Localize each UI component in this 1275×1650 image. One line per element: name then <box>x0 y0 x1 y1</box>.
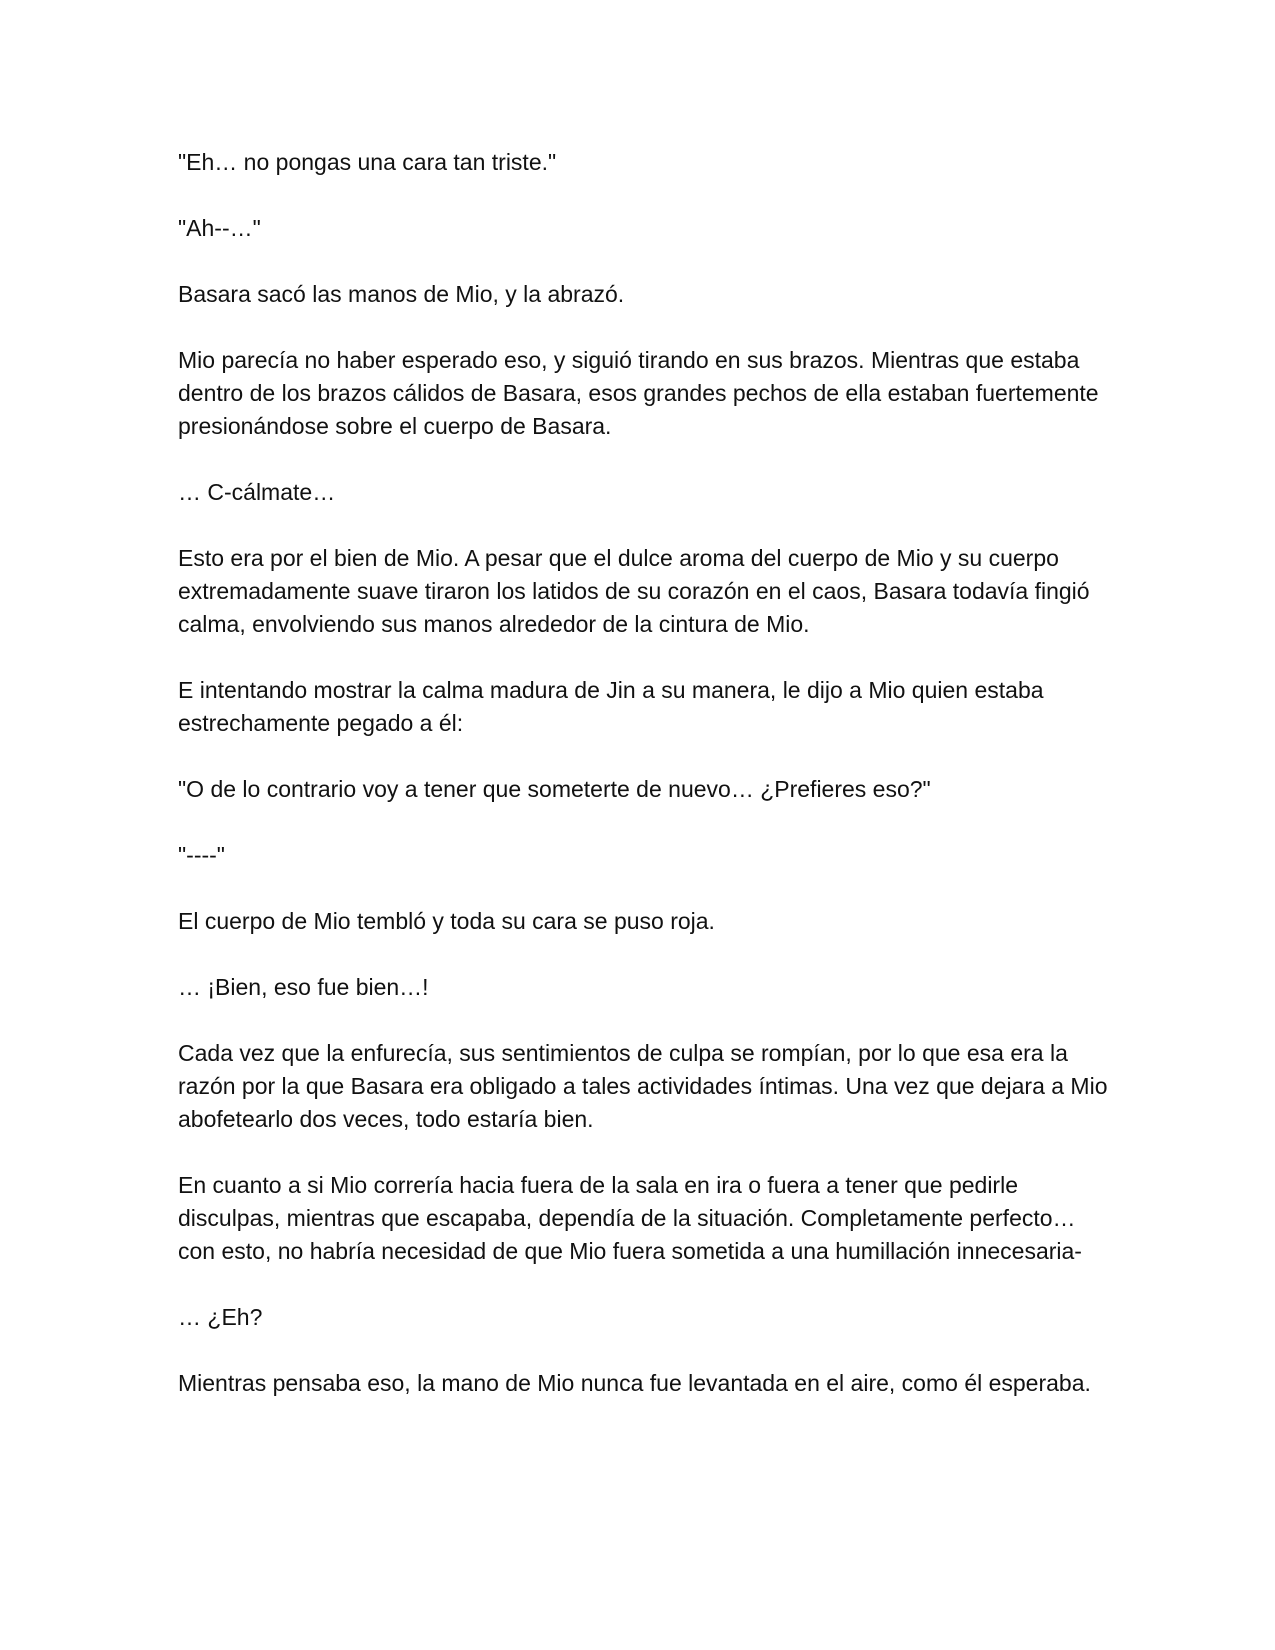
paragraph-10: El cuerpo de Mio tembló y toda su cara se puso roja. <box>178 908 715 934</box>
paragraph-11: … ¡Bien, eso fue bien…! <box>178 974 429 1000</box>
paragraph-14: … ¿Eh? <box>178 1304 263 1330</box>
paragraph-8: "O de lo contrario voy a tener que someterte de nuevo… ¿Prefieres eso?" <box>178 776 931 802</box>
paragraph-12: Cada vez que la enfurecía, sus sentimientos de culpa se rompían, por lo que esa era la razón por la que Basara era obligado a tales actividades íntimas. Una vez que dejara a Mio abofetearlo dos veces, todo estaría bien. <box>178 1040 1114 1132</box>
paragraph-15: Mientras pensaba eso, la mano de Mio nunca fue levantada en el aire, como él esperaba. <box>178 1370 1091 1396</box>
paragraph-3: Basara sacó las manos de Mio, y la abrazó. <box>178 281 625 307</box>
paragraph-6: Esto era por el bien de Mio. A pesar que el dulce aroma del cuerpo de Mio y su cuerpo extremadamente suave tiraron los latidos de su corazón en el caos, Basara todavía fingió calma, envolviendo sus manos alrededor de la cintura de Mio. <box>178 545 1096 637</box>
paragraph-5: … C-cálmate… <box>178 479 336 505</box>
paragraph-1: "Eh… no pongas una cara tan triste." <box>178 149 557 175</box>
paragraph-13: En cuanto a si Mio correría hacia fuera de la sala en ira o fuera a tener que pedirle disculpas, mientras que escapaba, dependía de la situación. Completamente perfecto… con esto, no habría necesidad de que Mio fuera sometida a una humillación innecesaria- <box>178 1172 1082 1264</box>
paragraph-7: E intentando mostrar la calma madura de Jin a su manera, le dijo a Mio quien estaba estrechamente pegado a él: <box>178 677 1050 736</box>
paragraph-2: "Ah--…" <box>178 215 261 241</box>
document-body <box>178 146 1114 1433</box>
paragraph-4: Mio parecía no haber esperado eso, y siguió tirando en sus brazos. Mientras que estaba dentro de los brazos cálidos de Basara, esos grandes pechos de ella estaban fuertemente presionándose sobre el cuerpo de Basara. <box>178 347 1105 439</box>
paragraph-9: "----" <box>178 842 225 868</box>
